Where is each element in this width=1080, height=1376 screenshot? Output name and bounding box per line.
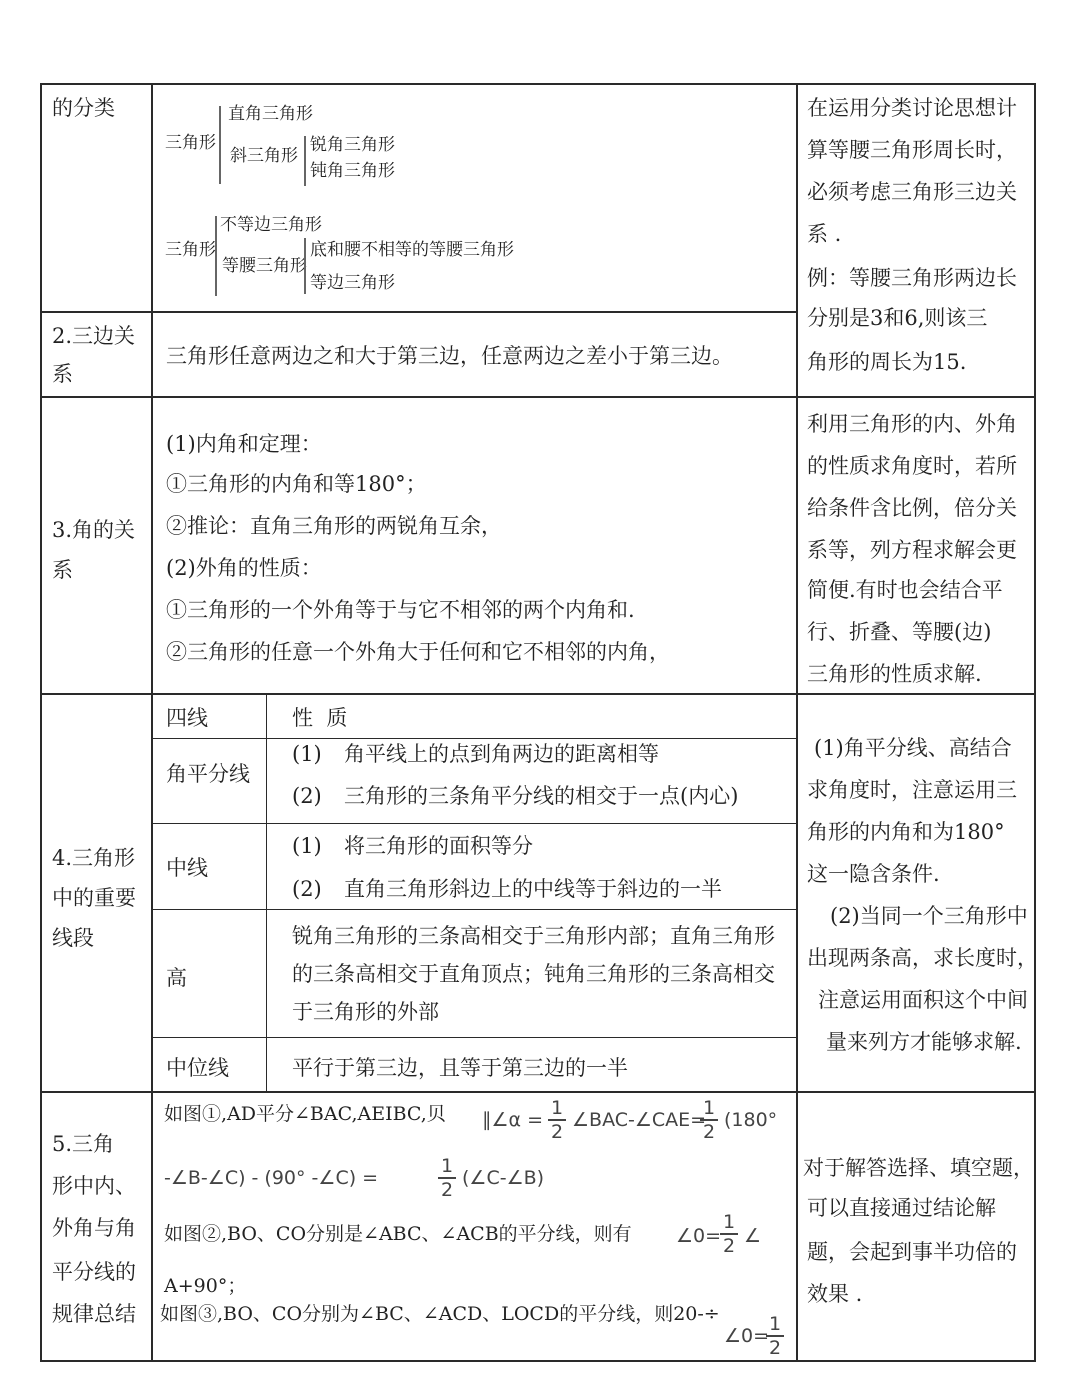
note12-line7: 角形的周长为15.: [807, 350, 967, 374]
bisector-prop2: 三角形的三条角平分线的相交于一点(内心): [344, 784, 739, 808]
median-name: 中线: [166, 856, 208, 880]
cls2-isosceles: 等腰三角形: [222, 256, 307, 276]
formula1-part-c: (180°: [724, 1109, 778, 1131]
row3-note-line4: 系等，列方程求解会更: [807, 538, 1017, 562]
fraction-numerator: 1: [550, 1097, 564, 1119]
cls1-sub-brace: [304, 136, 306, 186]
row4-label-line3: 线段: [52, 926, 94, 950]
note12-line6: 分别是3和6,则该三: [807, 306, 988, 330]
row4-note-line4: 这一隐含条件.: [807, 862, 940, 886]
formula3-text: 如图②,BO、CO分别是∠ABC、∠ACB的平分线，则有: [164, 1223, 632, 1245]
row4-note-line3: 角形的内角和为180°: [807, 820, 1005, 844]
row-divider-3: [40, 693, 1036, 695]
table-border-bottom: [40, 1360, 1036, 1362]
note12-line2: 算等腰三角形周长时，: [807, 138, 1017, 162]
formula1-text: 如图①,AD平分∠BAC,AEIBC,贝: [164, 1103, 446, 1125]
row4-note-line7: 注意运用面积这个中间: [818, 988, 1028, 1012]
row4-note-line5: (2)当同一个三角形中: [830, 904, 1028, 928]
table-border-left: [40, 83, 42, 1362]
bisector-prop1: 角平线上的点到角两边的距离相等: [344, 742, 659, 766]
row4-label-line2: 中的重要: [52, 886, 136, 910]
row-divider-1: [40, 311, 797, 313]
cls1-obtuse-triangle: 钝角三角形: [310, 161, 395, 181]
row2-content: 三角形任意两边之和大于第三边，任意两边之差小于第三边。: [166, 344, 733, 368]
median-prop2: 直角三角形斜边上的中线等于斜边的一半: [344, 877, 722, 901]
formula1-part-b: ∠BAC-∠CAE=: [572, 1109, 707, 1131]
cls1-oblique-triangle: 斜三角形: [230, 146, 298, 166]
col-divider-2: [796, 83, 798, 1362]
row4-note-line6: 出现两条高，求长度时，: [807, 946, 1038, 970]
fraction-numerator: 1: [440, 1155, 454, 1177]
inner-header-lines: 四线: [166, 706, 208, 730]
row5-note-line4: 效果 .: [807, 1282, 863, 1306]
table-border-right: [1034, 83, 1036, 1362]
cls2-isosceles-unequal: 底和腰不相等的等腰三角形: [310, 240, 514, 260]
formula4-text: A+90°；: [164, 1275, 247, 1297]
row3-line6: ②三角形的任意一个外角大于任何和它不相邻的内角，: [166, 640, 670, 664]
altitude-desc-line2: 的三条高相交于直角顶点；钝角三角形的三条高相交: [292, 962, 775, 986]
row3-line2: ①三角形的内角和等180°；: [166, 472, 427, 496]
formula2-part-a: -∠B-∠C) - (90° -∠C) =: [164, 1167, 379, 1189]
col-divider-1: [151, 83, 153, 1362]
altitude-desc-line3: 于三角形的外部: [292, 1000, 439, 1024]
row-divider-4: [40, 1091, 1036, 1093]
row4-note-line8: 量来列方才能够求解.: [826, 1030, 1022, 1054]
median-prop1: 将三角形的面积等分: [344, 834, 533, 858]
row3-line1: (1)内角和定理：: [166, 432, 322, 456]
cls1-acute-triangle: 锐角三角形: [310, 135, 395, 155]
median-prop2-num: (2): [292, 877, 322, 901]
row2-label-line2: 系: [52, 362, 73, 386]
row2-label-line1: 2.三边关: [52, 324, 136, 348]
cls2-equilateral: 等边三角形: [310, 273, 395, 293]
fraction-numerator: 1: [702, 1097, 716, 1119]
fraction-numerator: 1: [768, 1313, 782, 1335]
cls2-scalene: 不等边三角形: [220, 215, 322, 235]
row1-label: 的分类: [52, 96, 115, 120]
row3-note-line5: 简便.有时也会结合平: [807, 578, 1003, 602]
bisector-prop1-num: (1): [292, 742, 322, 766]
row3-label-line2: 系: [52, 558, 73, 582]
row3-note-line7: 三角形的性质求解.: [807, 662, 982, 686]
altitude-desc-line1: 锐角三角形的三条高相交于三角形内部；直角三角形: [292, 924, 775, 948]
fraction-half-3: [438, 1156, 456, 1200]
midline-name: 中位线: [166, 1056, 229, 1080]
row5-note-line3: 题，会起到事半功倍的: [807, 1240, 1017, 1264]
cls1-root: 三角形: [165, 133, 216, 153]
row5-label-line4: 平分线的: [52, 1260, 136, 1284]
formula1-part-a: ∥∠α =: [482, 1109, 544, 1131]
row4-note-line1: (1)角平分线、高结合: [814, 736, 1012, 760]
fraction-denominator: 2: [440, 1179, 454, 1201]
fraction-denominator: 2: [722, 1235, 736, 1257]
bisector-name: 角平分线: [166, 762, 250, 786]
row3-note-line3: 给条件含比例，倍分关: [807, 496, 1017, 520]
inner-col-divider: [266, 694, 267, 1091]
cls1-brace: [219, 106, 221, 184]
row3-note-line6: 行、折叠、等腰(边): [807, 620, 992, 644]
row3-line3: ②推论：直角三角形的两锐角互余，: [166, 514, 502, 538]
row3-line5: ①三角形的一个外角等于与它不相邻的两个内角和.: [166, 598, 635, 622]
cls2-brace: [215, 216, 217, 296]
cls2-sub-brace: [304, 238, 306, 294]
note12-line1: 在运用分类讨论思想计: [807, 96, 1017, 120]
fraction-denominator: 2: [550, 1121, 564, 1143]
bisector-prop2-num: (2): [292, 784, 322, 808]
note12-line3: 必须考虑三角形三边关: [807, 180, 1017, 204]
row3-line4: (2)外角的性质：: [166, 556, 322, 580]
fraction-numerator: 1: [722, 1211, 736, 1233]
row3-note-line1: 利用三角形的内、外角: [807, 412, 1017, 436]
inner-row-divider-1: [152, 738, 796, 739]
row5-label-line3: 外角与角: [52, 1216, 136, 1240]
row3-note-line2: 的性质求角度时，若所: [807, 454, 1017, 478]
cls2-root: 三角形: [165, 240, 216, 260]
row5-label-line1: 5.三角: [52, 1132, 115, 1156]
median-prop1-num: (1): [292, 834, 322, 858]
midline-desc: 平行于第三边，且等于第三边的一半: [292, 1056, 628, 1080]
inner-row-divider-4: [152, 1037, 796, 1038]
fraction-denominator: 2: [768, 1337, 782, 1359]
note12-line5: 例：等腰三角形两边长: [807, 266, 1017, 290]
row3-label-line1: 3.角的关: [52, 518, 136, 542]
row5-label-line5: 规律总结: [52, 1302, 136, 1326]
note12-line4: 系 .: [807, 222, 842, 246]
fraction-half-2: [700, 1098, 718, 1142]
row5-note-line2: 可以直接通过结论解: [807, 1196, 996, 1220]
inner-row-divider-3: [152, 909, 796, 910]
row-divider-2: [40, 396, 1036, 398]
fraction-half-5: [766, 1314, 784, 1358]
inner-header-properties: 性 质: [292, 706, 348, 730]
altitude-name: 高: [166, 966, 187, 990]
table-border-top: [40, 83, 1036, 85]
fraction-denominator: 2: [702, 1121, 716, 1143]
row4-note-line2: 求角度时，注意运用三: [807, 778, 1017, 802]
row5-label-line2: 形中内、: [52, 1174, 136, 1198]
cls1-right-triangle: 直角三角形: [228, 104, 313, 124]
fraction-half-1: [548, 1098, 566, 1142]
row5-note-line1: 对于解答选择、填空题，: [803, 1156, 1034, 1180]
formula2-part-b: (∠C-∠B): [462, 1167, 545, 1189]
formula5-text: 如图③,BO、CO分别为∠BC、∠ACD、LOCD的平分线，则20-÷: [160, 1303, 720, 1325]
row4-label-line1: 4.三角形: [52, 846, 136, 870]
formula5-part-a: ∠0=: [724, 1325, 770, 1347]
formula3-part-a: ∠0=: [676, 1225, 722, 1247]
formula3-part-b: ∠: [744, 1225, 762, 1247]
inner-row-divider-2: [152, 823, 796, 824]
fraction-half-4: [720, 1212, 738, 1256]
